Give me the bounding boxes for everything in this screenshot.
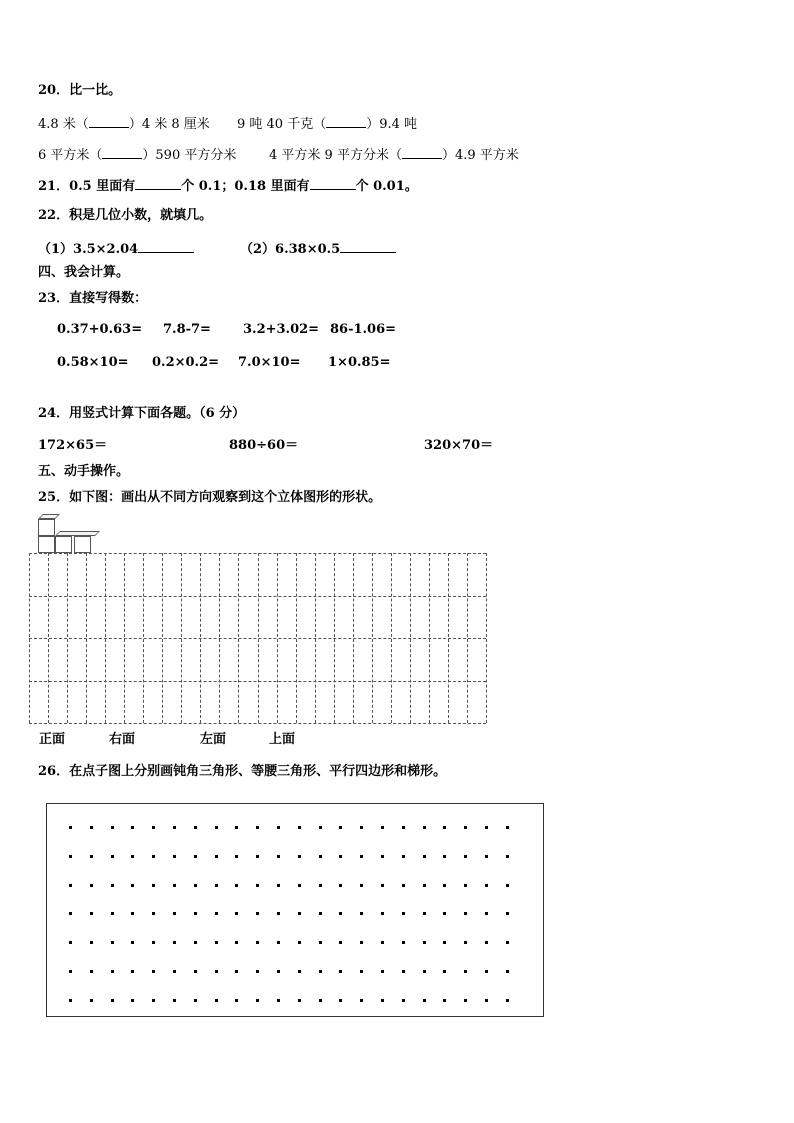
grid-dot [131, 999, 134, 1002]
grid-dot [485, 970, 488, 973]
q20-row1-b [237, 115, 417, 133]
grid-dot [319, 912, 322, 915]
answer-blank[interactable] [138, 240, 194, 253]
grid-dot [173, 999, 176, 1002]
grid-dot [298, 970, 301, 973]
grid-dot [360, 912, 363, 915]
grid-dot [111, 855, 114, 858]
cube [55, 536, 72, 553]
grid-dot [443, 855, 446, 858]
grid-dot [131, 970, 134, 973]
q20-title: 20．比一比。 [38, 83, 122, 98]
q20-row2-b-right: ）4.9 平方米 [441, 148, 519, 163]
q23-r1-c2: 7.8-7= [163, 322, 211, 337]
grid-dot [256, 826, 259, 829]
grid-dot [402, 999, 405, 1002]
grid-dot [485, 855, 488, 858]
grid-dot [277, 941, 280, 944]
grid-dot [235, 912, 238, 915]
grid-dot [319, 999, 322, 1002]
grid-dot [277, 912, 280, 915]
grid-dot [360, 999, 363, 1002]
section-4-heading: 四、我会计算。 [38, 265, 130, 280]
q24-item1: 172×65＝ [38, 438, 108, 453]
grid-dot [339, 884, 342, 887]
grid-dot [173, 912, 176, 915]
grid-dot [443, 970, 446, 973]
q22-item2 [240, 240, 396, 258]
grid-dot [90, 826, 93, 829]
q24-title: 24．用竖式计算下面各题。（6 分） [38, 406, 246, 421]
q23-r1-c4: 86-1.06= [330, 322, 397, 337]
grid-dot [235, 855, 238, 858]
q23-r1-c3: 3.2+3.02= [243, 322, 320, 337]
q20-row2-b-left: 4 平方米 9 平方分米（ [269, 148, 402, 163]
q20-row1-a-right: ）4 米 8 厘米 [128, 117, 210, 132]
q20-row1-b-left: 9 吨 40 千克（ [237, 117, 327, 132]
grid-dot [69, 970, 72, 973]
grid-dot [506, 912, 509, 915]
grid-dot [464, 970, 467, 973]
grid-dot [152, 912, 155, 915]
grid-dot [173, 941, 176, 944]
grid-dot [464, 826, 467, 829]
grid-dot [506, 855, 509, 858]
grid-dot [339, 826, 342, 829]
grid-dot [131, 855, 134, 858]
grid-dot [215, 855, 218, 858]
grid-dot [298, 855, 301, 858]
section-5-heading: 五、动手操作。 [38, 464, 130, 479]
answer-blank[interactable] [326, 115, 366, 128]
grid-dot [131, 912, 134, 915]
grid-dot [319, 855, 322, 858]
grid-dot [69, 941, 72, 944]
q26-title: 26．在点子图上分别画钝角三角形、等腰三角形、平行四边形和梯形。 [38, 764, 447, 779]
grid-dot [339, 970, 342, 973]
q20-row2-a-left: 6 平方米（ [38, 148, 103, 163]
grid-dot [423, 970, 426, 973]
grid-dot [215, 941, 218, 944]
grid-dot [111, 999, 114, 1002]
grid-dot [277, 855, 280, 858]
q20-row1 [38, 115, 210, 133]
grid-dot [69, 855, 72, 858]
grid-dot [381, 855, 384, 858]
grid-dot [506, 884, 509, 887]
q23-r2-c2: 0.2×0.2= [152, 355, 220, 370]
q24-item2: 880÷60＝ [229, 438, 299, 453]
grid-dot [381, 941, 384, 944]
grid-dot [194, 826, 197, 829]
q25-title: 25．如下图：画出从不同方向观察到这个立体图形的形状。 [38, 490, 382, 505]
q24-item3: 320×70＝ [424, 438, 494, 453]
grid-dot [69, 912, 72, 915]
grid-dot [277, 999, 280, 1002]
grid-dot [235, 999, 238, 1002]
grid-dot [443, 999, 446, 1002]
grid-dot [69, 999, 72, 1002]
grid-dot [173, 884, 176, 887]
grid-dot [235, 941, 238, 944]
grid-dot [277, 826, 280, 829]
grid-dot [173, 970, 176, 973]
grid-dot [194, 884, 197, 887]
grid-dot [402, 855, 405, 858]
q20-row1-a-left: 4.8 米（ [38, 117, 89, 132]
answer-blank[interactable] [310, 177, 356, 190]
grid-dot [173, 855, 176, 858]
grid-dot [319, 941, 322, 944]
q20-row1-b-right: ）9.4 吨 [366, 117, 418, 132]
grid-dot [381, 826, 384, 829]
grid-dot [339, 999, 342, 1002]
grid-dot [298, 826, 301, 829]
grid-dot [215, 970, 218, 973]
grid-dot [90, 912, 93, 915]
grid-dot [443, 884, 446, 887]
grid-dot [402, 826, 405, 829]
q22-title: 22．积是几位小数，就填几。 [38, 208, 213, 223]
grid-dot [256, 855, 259, 858]
answer-blank[interactable] [102, 146, 142, 159]
grid-dot [443, 941, 446, 944]
q22-item2-text: （2）6.38×0.5 [240, 242, 341, 257]
q23-r1-c1: 0.37+0.63= [57, 322, 143, 337]
grid-line-horizontal [29, 596, 486, 597]
grid-dot [402, 941, 405, 944]
grid-dot [298, 999, 301, 1002]
grid-dot [360, 855, 363, 858]
grid-dot [152, 884, 155, 887]
grid-dot [152, 826, 155, 829]
grid-dot [69, 826, 72, 829]
grid-dot [423, 884, 426, 887]
grid-dot [194, 999, 197, 1002]
grid-dot [381, 884, 384, 887]
grid-dot [464, 884, 467, 887]
grid-dot [381, 970, 384, 973]
view-label-left: 左面 [200, 732, 227, 747]
grid-dot [277, 970, 280, 973]
view-label-top: 上面 [269, 732, 296, 747]
grid-dot [423, 855, 426, 858]
q23-r2-c1: 0.58×10= [57, 355, 129, 370]
grid-dot [90, 855, 93, 858]
grid-dot [277, 884, 280, 887]
grid-line-horizontal [29, 723, 486, 724]
answer-blank[interactable] [402, 146, 442, 159]
grid-dot [485, 941, 488, 944]
grid-dot [360, 970, 363, 973]
grid-line-horizontal [29, 681, 486, 682]
grid-dot [485, 912, 488, 915]
q21 [38, 177, 418, 195]
grid-dot [443, 826, 446, 829]
grid-dot [194, 912, 197, 915]
q22-item1 [38, 240, 194, 258]
grid-dot [194, 855, 197, 858]
grid-dot [111, 884, 114, 887]
cube [38, 536, 55, 553]
grid-dot [111, 912, 114, 915]
grid-dot [235, 826, 238, 829]
q20-row2-b [269, 146, 519, 164]
grid-dot [298, 912, 301, 915]
cube [38, 519, 55, 536]
grid-dot [339, 912, 342, 915]
grid-dot [256, 970, 259, 973]
grid-line-horizontal [29, 553, 486, 554]
q21-part3: 个 0.01。 [355, 179, 418, 194]
grid-dot [319, 884, 322, 887]
grid-dot [235, 884, 238, 887]
grid-dot [360, 826, 363, 829]
grid-dot [90, 884, 93, 887]
q21-part1: 21．0.5 里面有 [38, 179, 136, 194]
grid-dot [194, 941, 197, 944]
grid-dot [173, 826, 176, 829]
grid-dot [464, 855, 467, 858]
cube [74, 536, 91, 553]
grid-dot [215, 884, 218, 887]
grid-dot [152, 941, 155, 944]
q23-r2-c3: 7.0×10= [238, 355, 301, 370]
grid-dot [256, 912, 259, 915]
grid-dot [235, 970, 238, 973]
grid-dot [506, 970, 509, 973]
grid-dot [423, 999, 426, 1002]
q22-item1-text: （1）3.5×2.04 [38, 242, 139, 257]
grid-dot [485, 826, 488, 829]
grid-dot [298, 884, 301, 887]
grid-dot [506, 941, 509, 944]
cube-figure [38, 514, 98, 554]
grid-dot [402, 884, 405, 887]
grid-dot [111, 941, 114, 944]
answer-blank[interactable] [340, 240, 396, 253]
grid-dot [464, 912, 467, 915]
q23-title: 23．直接写得数： [38, 291, 148, 306]
grid-dot [152, 999, 155, 1002]
grid-dot [464, 941, 467, 944]
grid-dot [90, 941, 93, 944]
grid-dot [194, 970, 197, 973]
grid-dot [111, 970, 114, 973]
q20-row2-a [38, 146, 236, 164]
grid-dot [423, 941, 426, 944]
grid-dot [443, 912, 446, 915]
q20-row2-a-right: ）590 平方分米 [142, 148, 237, 163]
grid-dot [381, 999, 384, 1002]
grid-dot [506, 999, 509, 1002]
grid-dot [215, 826, 218, 829]
grid-dot [90, 970, 93, 973]
grid-dot [319, 826, 322, 829]
drawing-grid[interactable] [29, 553, 486, 723]
grid-dot [464, 999, 467, 1002]
grid-dot [215, 999, 218, 1002]
grid-dot [402, 912, 405, 915]
grid-dot [298, 941, 301, 944]
grid-dot [256, 999, 259, 1002]
grid-line-horizontal [29, 638, 486, 639]
grid-dot [381, 912, 384, 915]
grid-dot [131, 826, 134, 829]
grid-dot [256, 941, 259, 944]
grid-dot [319, 970, 322, 973]
answer-blank[interactable] [89, 115, 129, 128]
grid-dot [339, 941, 342, 944]
grid-dot [423, 912, 426, 915]
grid-line-vertical [486, 553, 487, 723]
view-label-front: 正面 [39, 732, 66, 747]
answer-blank[interactable] [135, 177, 181, 190]
grid-dot [111, 826, 114, 829]
grid-dot [69, 884, 72, 887]
grid-dot [360, 941, 363, 944]
grid-dot [90, 999, 93, 1002]
q23-r2-c4: 1×0.85= [328, 355, 391, 370]
grid-dot [360, 884, 363, 887]
grid-dot [402, 970, 405, 973]
grid-dot [131, 884, 134, 887]
q21-part2: 个 0.1；0.18 里面有 [181, 179, 310, 194]
grid-dot [152, 855, 155, 858]
view-label-right: 右面 [109, 732, 136, 747]
grid-dot [485, 999, 488, 1002]
grid-dot [485, 884, 488, 887]
grid-dot [152, 970, 155, 973]
grid-dot [215, 912, 218, 915]
grid-dot [339, 855, 342, 858]
grid-dot [506, 826, 509, 829]
grid-dot [256, 884, 259, 887]
grid-dot [131, 941, 134, 944]
dot-grid-box[interactable] [46, 803, 544, 1017]
grid-dot [423, 826, 426, 829]
